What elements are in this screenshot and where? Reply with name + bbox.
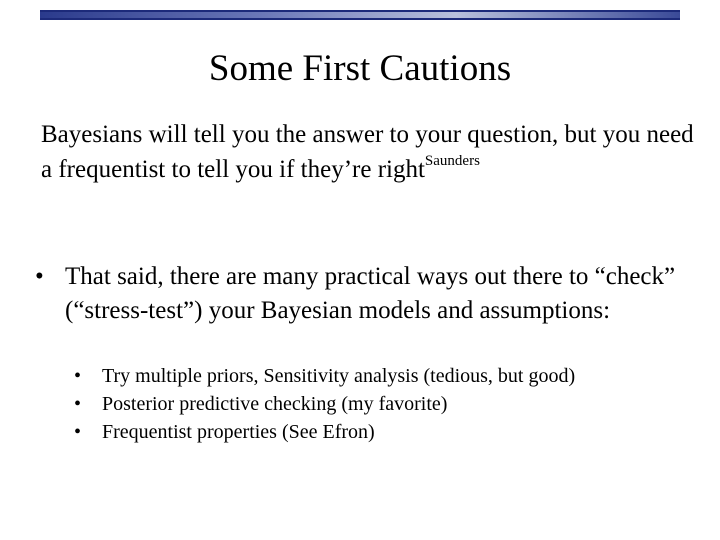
- sub-bullet-text: Frequentist properties (See Efron): [102, 421, 375, 443]
- sub-bullet-item: [74, 362, 694, 390]
- sub-bullet-item: [74, 390, 694, 418]
- header-decorative-bar: [40, 10, 680, 20]
- main-bullet-item: [30, 260, 690, 328]
- slide-title: Some First Cautions: [208, 48, 512, 89]
- main-bullet-text: That said, there are many practical ways out there to “check” (“stress-test”) your Bayesian models and assumptions:: [65, 263, 676, 324]
- sub-bullet-item: [74, 418, 694, 446]
- sub-bullet-text: Try multiple priors, Sensitivity analysis (tedious, but good): [102, 365, 576, 387]
- main-bullet-list: [30, 260, 690, 328]
- bullet-icon: •: [74, 365, 82, 387]
- intro-text: Bayesians will tell you the answer to your question, but you need a frequentist to tell you if they’re right: [41, 121, 694, 183]
- intro-paragraph: [41, 117, 701, 187]
- bullet-icon: •: [74, 421, 82, 443]
- sub-bullet-list: [74, 362, 694, 446]
- bullet-icon: •: [74, 393, 82, 415]
- citation-superscript: Saunders: [424, 153, 480, 169]
- bullet-icon: •: [35, 263, 44, 290]
- sub-bullet-text: Posterior predictive checking (my favorite): [102, 393, 448, 415]
